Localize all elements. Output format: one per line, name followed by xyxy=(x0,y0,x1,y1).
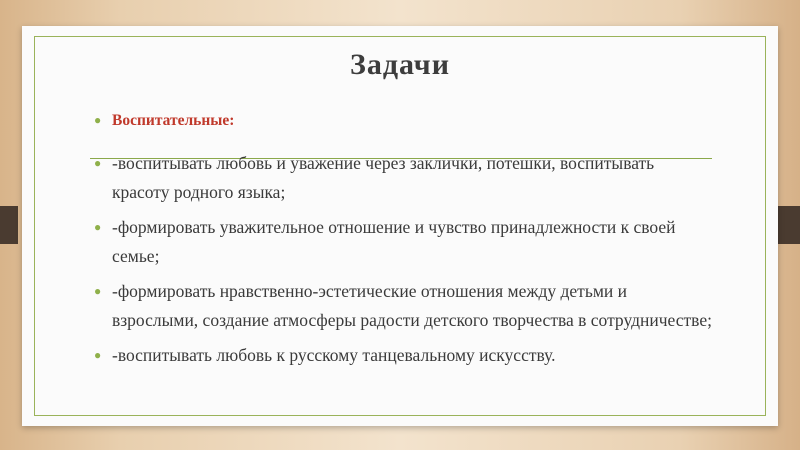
bullet-dot-icon: ● xyxy=(94,284,102,298)
list-item-text: Воспитательные: xyxy=(112,112,235,129)
list-item xyxy=(92,213,712,271)
list-item xyxy=(92,149,712,207)
list-item-text: -формировать уважительное отношение и чувство принадлежности к своей семье; xyxy=(112,217,676,266)
decorative-left-band xyxy=(0,206,18,244)
list-item-heading xyxy=(92,106,712,135)
bullet-dot-icon: ● xyxy=(94,220,102,234)
bullet-dot-icon: ● xyxy=(94,348,102,362)
bullet-dot-icon: ● xyxy=(94,113,102,127)
list-item-text: -воспитывать любовь и уважение через заклички, потешки, воспитывать красоту родного языка; xyxy=(112,153,655,202)
list-item xyxy=(92,341,712,370)
task-list xyxy=(92,106,712,376)
list-item-text: -воспитывать любовь к русскому танцевальному искусству. xyxy=(112,345,556,365)
slide xyxy=(22,26,778,426)
bullet-dot-icon: ● xyxy=(94,156,102,170)
list-item-text: -формировать нравственно-эстетические отношения между детьми и взрослыми, создание атмосферы радости детского творчества в сотрудничестве; xyxy=(112,281,712,330)
slide-title: Задачи xyxy=(349,48,450,81)
list-item xyxy=(92,277,712,335)
